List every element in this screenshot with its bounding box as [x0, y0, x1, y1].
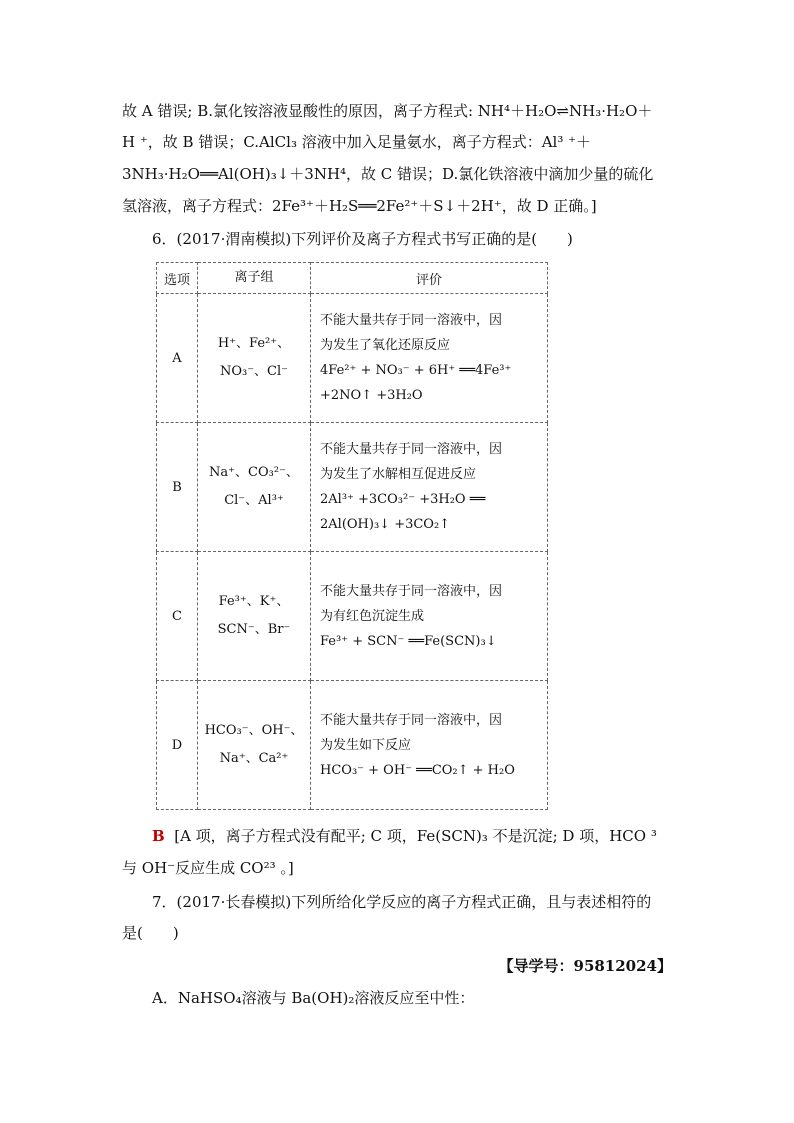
options-table [156, 262, 548, 810]
explanation-line-2: H ⁺，故 B 错误；C.AlCl₃ 溶液中加入足量氨水，离子方程式：Al³ ⁺＋ [122, 133, 592, 151]
reference-number: 【导学号：95812024】 [498, 957, 672, 975]
eval-equation: 4Fe²⁺ + NO₃⁻ + 6H⁺ ══4Fe³⁺ [320, 363, 512, 378]
row-evaluation [311, 294, 548, 423]
eval-line: 不能大量共存于同一溶液中，因 [320, 712, 503, 728]
ions-line: Na⁺、Ca²⁺ [219, 751, 289, 766]
explanation-line-4: 氢溶液，离子方程式：2Fe³⁺＋H₂S══2Fe²⁺＋S↓＋2H⁺，故 D 正确。] [122, 197, 597, 215]
eval-line: 为发生了氧化还原反应 [320, 338, 451, 353]
table-row [157, 552, 548, 681]
table-row [157, 294, 548, 423]
row-evaluation [311, 552, 548, 681]
row-evaluation [311, 423, 548, 552]
eval-line: 为发生了水解相互促进反应 [320, 467, 477, 482]
eval-line: 为发生如下反应 [320, 737, 412, 753]
ions-line: Cl⁻、Al³⁺ [224, 493, 284, 508]
row-option: A [157, 294, 198, 423]
eval-equation: 2Al³⁺ +3CO₃²⁻ +3H₂O ══ [320, 492, 486, 507]
eval-equation: +2NO↑ +3H₂O [320, 388, 423, 403]
header-ions: 离子组 [198, 263, 311, 294]
table-row [157, 423, 548, 552]
explanation-line-3: 3NH₃·H₂O══Al(OH)₃↓＋3NH⁴，故 C 错误；D.氯化铁溶液中滴加少量的硫化 [122, 165, 654, 183]
row-option: D [157, 681, 198, 810]
question-7-stem-cont: 是( ) [122, 924, 179, 942]
row-ions [198, 423, 311, 552]
table-row [157, 681, 548, 810]
header-option: 选项 [157, 263, 198, 294]
eval-equation: Fe³⁺ + SCN⁻ ══Fe(SCN)₃↓ [320, 633, 497, 649]
row-ions [198, 552, 311, 681]
row-ions [198, 681, 311, 810]
row-option: B [157, 423, 198, 552]
eval-line: 不能大量共存于同一溶液中，因 [320, 442, 503, 457]
answer-letter: B [152, 827, 165, 845]
question-7-option-a: A．NaHSO₄溶液与 Ba(OH)₂溶液反应至中性： [152, 989, 475, 1007]
ions-line: Na⁺、CO₃²⁻、 [209, 465, 299, 480]
eval-equation: 2Al(OH)₃↓ +3CO₂↑ [320, 517, 451, 532]
table-header-row [157, 263, 548, 294]
row-ions [198, 294, 311, 423]
ions-line: NO₃⁻、Cl⁻ [219, 364, 289, 379]
answer-6-line-1 [152, 825, 657, 847]
eval-equation: HCO₃⁻ + OH⁻ ══CO₂↑ + H₂O [320, 762, 515, 778]
row-evaluation [311, 681, 548, 810]
question-6-stem: 6．(2017·渭南模拟)下列评价及离子方程式书写正确的是( ) [152, 230, 573, 248]
ions-line: HCO₃⁻、OH⁻、 [204, 723, 304, 738]
explanation-line-1: 故 A 错误; B.氯化铵溶液显酸性的原因，离子方程式: NH⁴＋H₂O⇌NH₃·H₂O＋ [122, 102, 653, 120]
row-option: C [157, 552, 198, 681]
ions-line: H⁺、Fe²⁺、 [217, 336, 291, 351]
ions-line: Fe³⁺、K⁺、 [218, 594, 290, 609]
eval-line: 不能大量共存于同一溶液中，因 [320, 583, 503, 599]
answer-6-line-2: 与 OH⁻反应生成 CO²³ 。] [122, 859, 294, 877]
header-evaluation: 评价 [311, 263, 548, 294]
answer-explanation: [A 项，离子方程式没有配平; C 项，Fe(SCN)₃ 不是沉淀; D 项，HCO ³ [174, 827, 657, 845]
eval-line: 不能大量共存于同一溶液中，因 [320, 313, 503, 328]
ions-line: SCN⁻、Br⁻ [217, 622, 291, 637]
eval-line: 为有红色沉淀生成 [320, 608, 425, 624]
question-7-stem: 7．(2017·长春模拟)下列所给化学反应的离子方程式正确，且与表述相符的 [152, 893, 652, 911]
